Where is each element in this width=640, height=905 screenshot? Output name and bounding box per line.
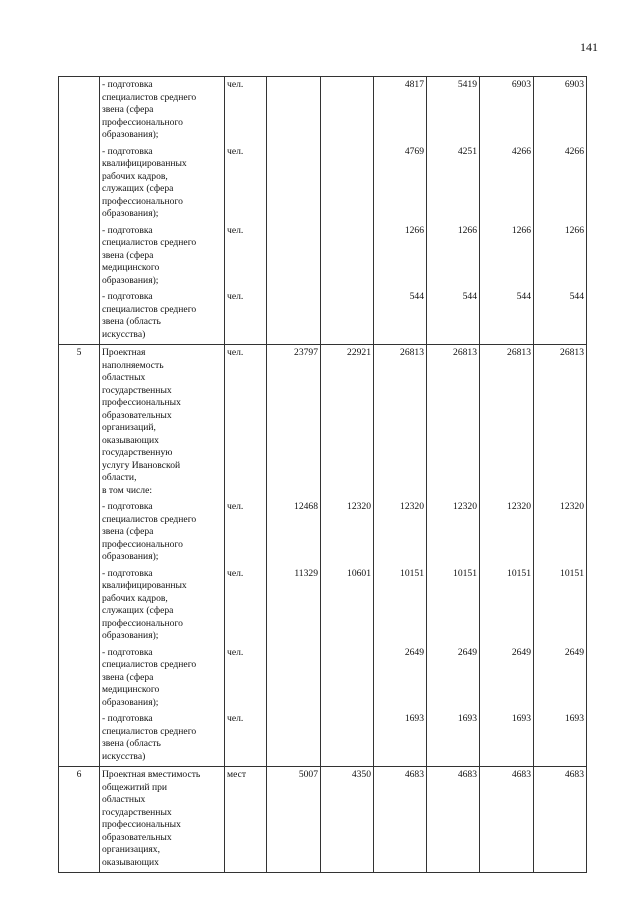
- value: 26813: [400, 347, 424, 358]
- description-line: звена (сфера: [102, 104, 154, 115]
- description-line: образования);: [102, 129, 159, 140]
- description-line: звена (сфера: [102, 671, 154, 683]
- indicator-segment: [102, 291, 222, 341]
- value: 10151: [400, 567, 424, 579]
- description-line: профессиональных: [102, 819, 181, 830]
- value: [269, 713, 318, 763]
- description-line: наполняемость: [102, 359, 164, 371]
- value-cell: [427, 767, 480, 873]
- value: [323, 647, 371, 710]
- value: 1266: [564, 224, 584, 236]
- value: 6903: [511, 79, 531, 90]
- unit-label: чел.: [227, 713, 244, 724]
- description-line: специалистов среднего: [102, 659, 197, 670]
- value: 12320: [507, 501, 531, 512]
- value: 5007: [298, 769, 318, 780]
- description-line: образования);: [102, 274, 159, 286]
- value: [269, 291, 318, 341]
- unit-cell: [225, 77, 267, 345]
- description-line: профессионального: [102, 538, 183, 550]
- value: 4817: [404, 79, 424, 90]
- description-line: медицинского: [102, 684, 160, 695]
- description-line: медицинского: [102, 262, 160, 273]
- description-line: звена (сфера: [102, 249, 154, 261]
- value: 1266: [511, 224, 531, 236]
- description-line: - подготовка: [102, 646, 153, 658]
- description-line: звена (область: [102, 316, 161, 327]
- description-line: служащих (сфера: [102, 183, 174, 194]
- description-line: рабочих кадров,: [102, 170, 168, 182]
- description-line: организаций,: [102, 422, 156, 433]
- value: 2649: [457, 646, 477, 658]
- description-line: - подготовка: [102, 501, 153, 512]
- unit-label: мест: [227, 769, 247, 780]
- description-line: - подготовка: [102, 713, 153, 724]
- table-row: [59, 767, 587, 873]
- data-table: [58, 76, 587, 873]
- description-line: специалистов среднего: [102, 91, 197, 103]
- value: 4266: [511, 145, 531, 157]
- unit-cell: [225, 345, 267, 767]
- indicator-description: [100, 345, 225, 767]
- description-line: организациях,: [102, 844, 160, 855]
- table-body: [59, 77, 587, 873]
- description-line: государственную: [102, 447, 173, 458]
- value: 544: [462, 291, 477, 302]
- indicator-segment: [102, 647, 222, 710]
- value: 544: [409, 291, 424, 302]
- table-row: [59, 77, 587, 345]
- description-line: звена (область: [102, 738, 161, 749]
- value: 12320: [347, 501, 371, 512]
- row-number: 5: [59, 345, 100, 767]
- description-line: - подготовка: [102, 145, 153, 157]
- value-cell: [534, 345, 587, 767]
- value: 1266: [404, 224, 424, 236]
- value: 2649: [511, 646, 531, 658]
- value: 10151: [507, 567, 531, 579]
- description-line: специалистов среднего: [102, 725, 197, 737]
- value-cell: [427, 345, 480, 767]
- value: [269, 79, 318, 142]
- value-cell: [427, 77, 480, 345]
- value: 22921: [347, 347, 371, 358]
- indicator-segment: [102, 713, 222, 763]
- description-line: услугу Ивановской: [102, 459, 181, 471]
- indicator-segment: [102, 769, 222, 869]
- value-cell: [480, 77, 534, 345]
- unit-label: чел.: [227, 567, 244, 579]
- value: [323, 225, 371, 288]
- description-line: рабочих кадров,: [102, 592, 168, 604]
- unit-label: чел.: [227, 224, 244, 236]
- value: 4683: [457, 769, 477, 780]
- unit-label: чел.: [227, 501, 244, 512]
- value: 1266: [457, 224, 477, 236]
- value: 1693: [511, 713, 531, 724]
- value: 1693: [457, 713, 477, 724]
- row-number: 6: [59, 767, 100, 873]
- value: 10601: [347, 567, 371, 579]
- value: 1693: [564, 713, 584, 724]
- value-cell: [480, 345, 534, 767]
- description-line: государственных: [102, 806, 172, 818]
- description-line: квалифицированных: [102, 158, 187, 169]
- value: 12320: [400, 501, 424, 512]
- value: 5419: [457, 79, 477, 90]
- page-number: 141: [580, 40, 598, 54]
- indicator-segment: [102, 347, 222, 497]
- indicator-segment: [102, 146, 222, 221]
- description-line: в том числе:: [102, 484, 153, 496]
- value-cell: [267, 345, 321, 767]
- table-row: [59, 345, 587, 767]
- description-line: общежитий при: [102, 781, 168, 793]
- description-line: оказывающих: [102, 434, 159, 446]
- value: 12468: [294, 501, 318, 512]
- description-line: Проектная: [102, 347, 146, 358]
- description-line: специалистов среднего: [102, 237, 197, 248]
- value: 10151: [453, 567, 477, 579]
- value: 2649: [564, 646, 584, 658]
- description-line: - подготовка: [102, 224, 153, 236]
- description-line: областных: [102, 794, 146, 805]
- description-line: образования);: [102, 551, 159, 562]
- description-line: оказывающих: [102, 856, 159, 868]
- unit-label: чел.: [227, 347, 244, 358]
- description-line: - подготовка: [102, 79, 153, 90]
- value: 26813: [507, 347, 531, 358]
- value-cell: [374, 345, 427, 767]
- description-line: государственных: [102, 384, 172, 396]
- value: [269, 225, 318, 288]
- description-line: областных: [102, 372, 146, 383]
- value: 12320: [560, 501, 584, 512]
- value: 6903: [564, 79, 584, 90]
- value: [323, 79, 371, 142]
- description-line: образования);: [102, 696, 159, 708]
- value: 23797: [294, 347, 318, 358]
- value: 12320: [453, 501, 477, 512]
- value: [323, 146, 371, 221]
- unit-label: чел.: [227, 291, 244, 302]
- value: 4769: [404, 145, 424, 157]
- description-line: профессионального: [102, 617, 183, 629]
- value: 1693: [404, 713, 424, 724]
- indicator-segment: [102, 501, 222, 564]
- description-line: - подготовка: [102, 567, 153, 579]
- value-cell: [374, 767, 427, 873]
- value: 544: [516, 291, 531, 302]
- indicator-segment: [102, 225, 222, 288]
- value: 11329: [294, 567, 318, 579]
- description-line: служащих (сфера: [102, 605, 174, 616]
- unit-label: чел.: [227, 145, 244, 157]
- description-line: образования);: [102, 630, 159, 641]
- description-line: Проектная вместимость: [102, 769, 201, 780]
- value: 4683: [511, 769, 531, 780]
- value: 4350: [351, 769, 371, 780]
- unit-label: чел.: [227, 646, 244, 658]
- value-cell: [534, 77, 587, 345]
- value-cell: [321, 77, 374, 345]
- description-line: специалистов среднего: [102, 513, 197, 525]
- description-line: области,: [102, 472, 137, 483]
- value-cell: [267, 767, 321, 873]
- unit-cell: [225, 767, 267, 873]
- value: [323, 291, 371, 341]
- value-cell: [267, 77, 321, 345]
- row-number: [59, 77, 100, 345]
- description-line: искусства): [102, 328, 146, 340]
- description-line: звена (сфера: [102, 526, 154, 537]
- value-cell: [321, 767, 374, 873]
- value-cell: [534, 767, 587, 873]
- value: 2649: [404, 646, 424, 658]
- description-line: образовательных: [102, 831, 172, 843]
- value: [269, 146, 318, 221]
- description-line: образования);: [102, 208, 159, 219]
- value: 4251: [457, 145, 477, 157]
- description-line: квалифицированных: [102, 580, 187, 591]
- description-line: профессионального: [102, 116, 183, 128]
- value: 10151: [560, 567, 584, 579]
- description-line: - подготовка: [102, 291, 153, 302]
- description-line: искусства): [102, 750, 146, 762]
- value: [323, 713, 371, 763]
- unit-label: чел.: [227, 79, 244, 90]
- description-line: специалистов среднего: [102, 303, 197, 315]
- description-line: профессионального: [102, 195, 183, 207]
- value: 26813: [560, 347, 584, 358]
- description-line: образовательных: [102, 409, 172, 421]
- value: 4683: [564, 769, 584, 780]
- indicator-description: [100, 77, 225, 345]
- value: 544: [569, 291, 584, 302]
- value-cell: [374, 77, 427, 345]
- indicator-segment: [102, 79, 222, 142]
- value: 4683: [404, 769, 424, 780]
- value: [269, 647, 318, 710]
- value: 4266: [564, 145, 584, 157]
- value-cell: [480, 767, 534, 873]
- indicator-segment: [102, 568, 222, 643]
- indicator-description: [100, 767, 225, 873]
- description-line: профессиональных: [102, 397, 181, 408]
- value: 26813: [453, 347, 477, 358]
- value-cell: [321, 345, 374, 767]
